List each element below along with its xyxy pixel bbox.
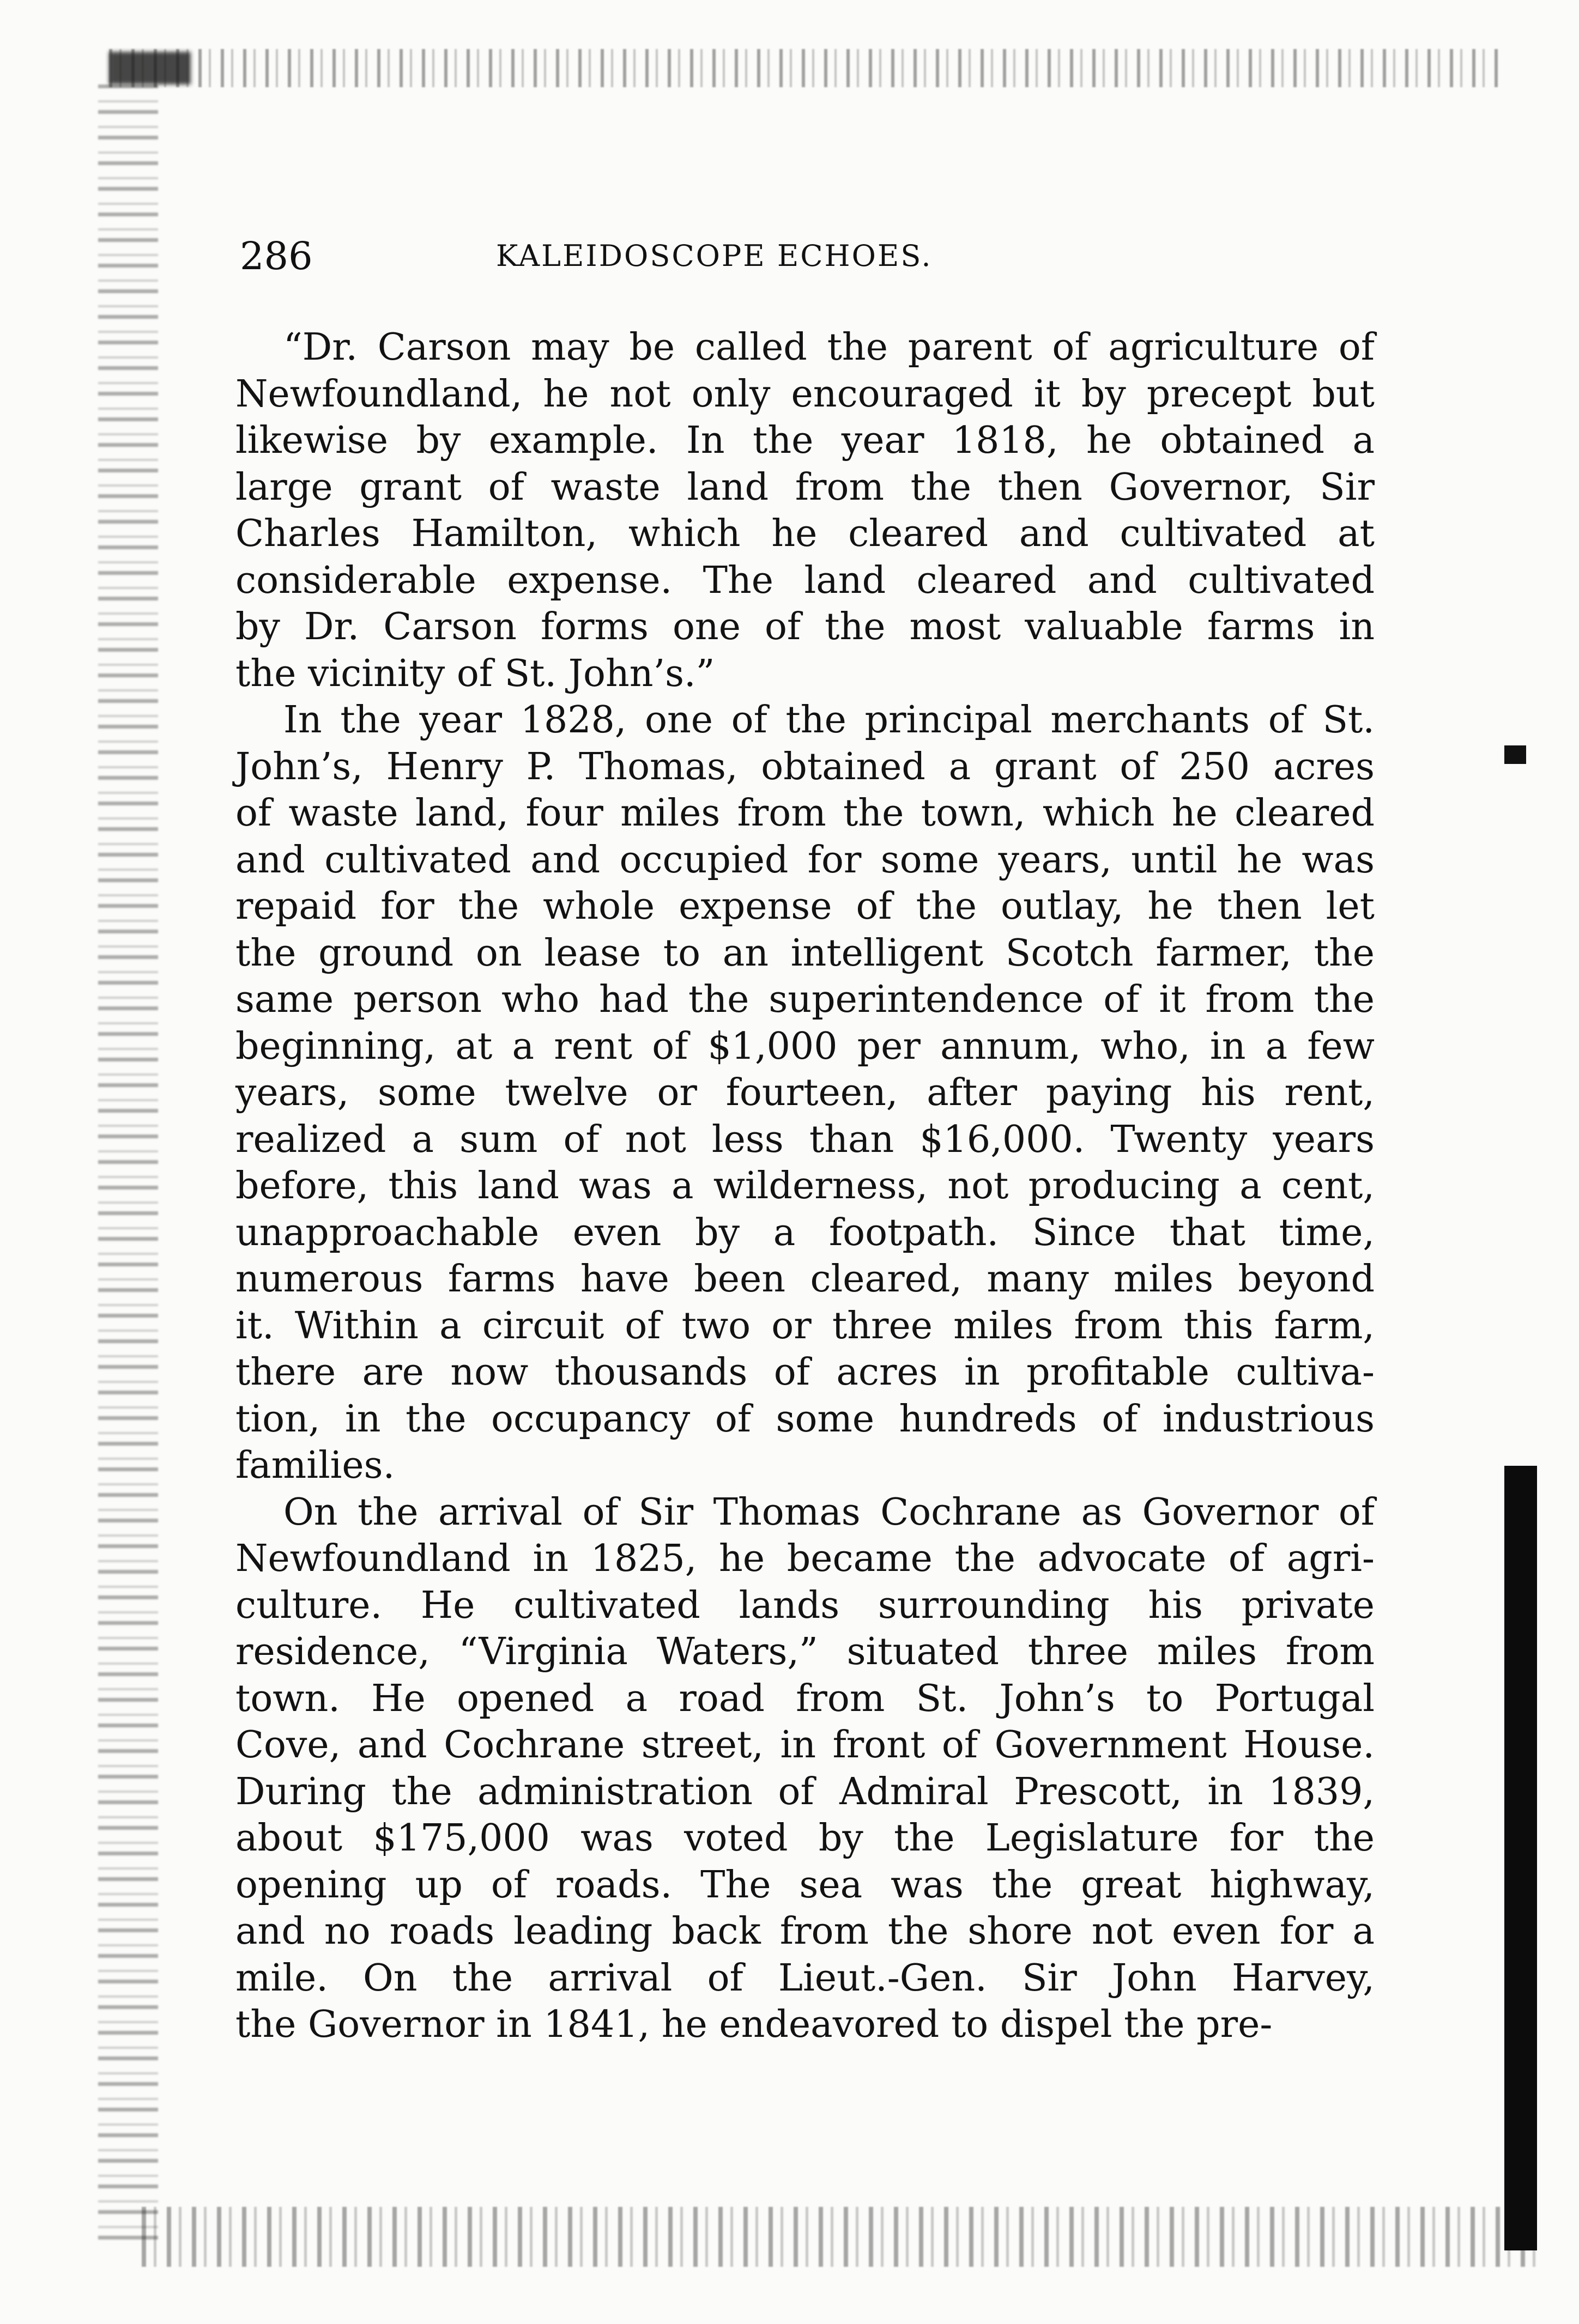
text-line: unapproachable even by a footpath. Since that time, [235, 1211, 1375, 1254]
text-line: years, some twelve or fourteen, after paying his rent, [235, 1071, 1375, 1114]
text-line: and cultivated and occupied for some years, until he was [235, 838, 1375, 882]
scan-mark-right [1504, 745, 1526, 764]
text-line: the Governor in 1841, he endeavored to dispel the pre- [235, 2003, 1273, 2046]
text-line: families. [235, 1444, 395, 1487]
running-title: KALEIDOSCOPE ECHOES. [496, 239, 933, 273]
paragraph-2 [235, 697, 1375, 1489]
scan-noise-bottom [142, 2207, 1537, 2267]
page-number: 286 [240, 234, 313, 278]
text-line: the vicinity of St. John’s.” [235, 652, 715, 695]
text-line: likewise by example. In the year 1818, he obtained a [235, 419, 1375, 462]
text-line: John’s, Henry P. Thomas, obtained a grant of 250 acres [235, 745, 1375, 788]
text-line: large grant of waste land from the then Governor, Sir [235, 465, 1375, 509]
text-line: tion, in the occupancy of some hundreds of industrious [235, 1397, 1375, 1441]
text-line: residence, “Virginia Waters,” situated three miles from [235, 1630, 1375, 1673]
text-line: about $175,000 was voted by the Legislature for the [235, 1817, 1375, 1860]
scan-noise-left [98, 82, 158, 2240]
text-line: On the arrival of Sir Thomas Cochrane as Governor of [283, 1490, 1375, 1534]
text-line: “Dr. Carson may be called the parent of agriculture of [283, 326, 1375, 369]
scan-bar-right [1504, 1466, 1537, 2250]
text-line: town. He opened a road from St. John’s to Portugal [235, 1677, 1375, 1720]
text-line: by Dr. Carson forms one of the most valuable farms in [235, 605, 1375, 648]
text-line: culture. He cultivated lands surrounding his private [235, 1583, 1375, 1627]
text-line: there are now thousands of acres in profitable cultiva- [235, 1351, 1375, 1394]
text-line: opening up of roads. The sea was the great highway, [235, 1863, 1375, 1907]
text-line: During the administration of Admiral Prescott, in 1839, [235, 1770, 1375, 1813]
text-line: numerous farms have been cleared, many miles beyond [235, 1258, 1375, 1301]
text-line: before, this land was a wilderness, not producing a cent, [235, 1164, 1375, 1207]
paragraph-1 [235, 324, 1375, 697]
paragraph-3 [235, 1489, 1375, 2048]
body-text [235, 324, 1375, 2048]
text-line: of waste land, four miles from the town, which he cleared [235, 792, 1375, 835]
text-line: the ground on lease to an intelligent Scotch farmer, the [235, 931, 1375, 975]
scan-corner-blot [109, 52, 191, 84]
text-line: it. Within a circuit of two or three miles from this farm, [235, 1304, 1375, 1348]
text-line: same person who had the superintendence of it from the [235, 978, 1375, 1021]
text-line: Cove, and Cochrane street, in front of Government House. [235, 1724, 1375, 1767]
text-line: and no roads leading back from the shore not even for a [235, 1910, 1375, 1953]
scan-noise-top [109, 49, 1504, 87]
text-line: beginning, at a rent of $1,000 per annum, who, in a few [235, 1024, 1375, 1068]
text-line: Newfoundland in 1825, he became the advocate of agri- [235, 1537, 1375, 1580]
running-head [240, 226, 1303, 286]
text-line: realized a sum of not less than $16,000. Twenty years [235, 1118, 1375, 1161]
text-line: Newfoundland, he not only encouraged it by precept but [235, 372, 1375, 416]
text-line: In the year 1828, one of the principal merchants of St. [283, 699, 1375, 742]
text-line: considerable expense. The land cleared and cultivated [235, 559, 1375, 602]
text-line: repaid for the whole expense of the outlay, he then let [235, 885, 1375, 928]
text-line: mile. On the arrival of Lieut.-Gen. Sir John Harvey, [235, 1956, 1375, 2000]
text-line: Charles Hamilton, which he cleared and cultivated at [235, 512, 1375, 555]
